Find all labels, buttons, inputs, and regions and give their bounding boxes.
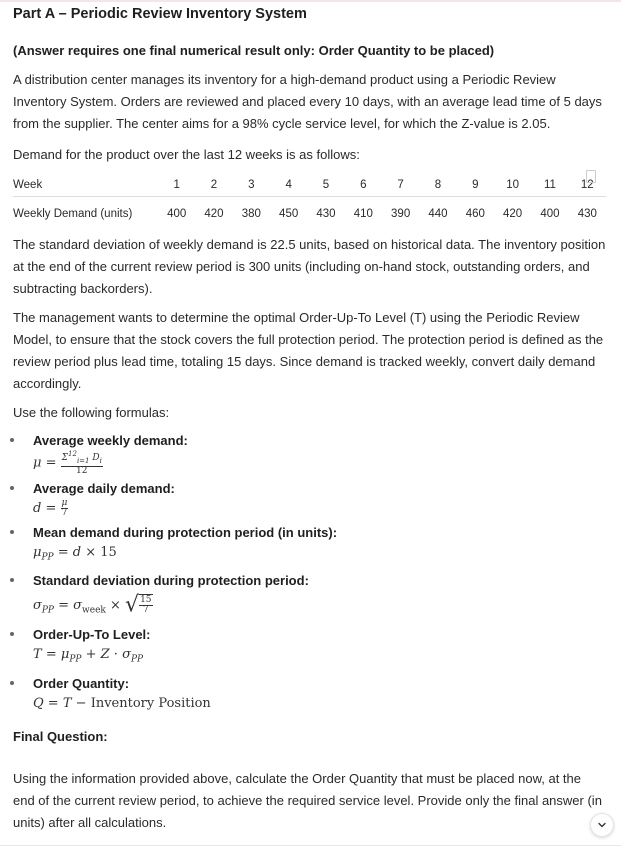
week-cell: 3 xyxy=(233,173,270,197)
bottom-border xyxy=(0,845,621,846)
intro-paragraph: A distribution center manages its inventory for a high-demand product using a Periodic Review Inventory System. Orders are reviewed and placed every 10 days, with an average lead time of 5 days from the supplier. The center aims for a 98% cycle service level, for which the Z-value is 2.05. xyxy=(13,72,602,131)
demand-header: Weekly Demand (units) xyxy=(13,207,133,220)
demand-cell: 430 xyxy=(316,207,336,220)
square-root: √ $\frac{15}{7}$ xyxy=(125,592,152,618)
demand-cell: 440 xyxy=(428,207,448,220)
fraction: $\frac{\Sigma^{12}_{i=1} D_i}{12}$ xyxy=(61,450,102,476)
final-question-label: Final Question: xyxy=(13,728,108,744)
formula-order-up-to: $T = \mu_{PP} + Z \cdot \sigma_{PP}$ xyxy=(33,646,144,665)
document-content xyxy=(13,4,606,834)
week-cell: 9 xyxy=(457,173,494,197)
demand-cell: 390 xyxy=(391,207,411,220)
list-item xyxy=(13,523,606,569)
demand-cell: 420 xyxy=(503,207,523,220)
demand-cell: 400 xyxy=(167,207,187,220)
week-cell: 10 xyxy=(494,173,531,197)
week-cell: 2 xyxy=(195,173,232,197)
demand-cell: 400 xyxy=(540,207,560,220)
formula-average-weekly: μ = $\frac{\Sigma^{12}_{i=1} D_i}{12}$ xyxy=(33,450,102,476)
week-cell: 4 xyxy=(270,173,307,197)
week-cell: 7 xyxy=(382,173,419,197)
week-cell: 8 xyxy=(419,173,456,197)
demand-cell: 410 xyxy=(353,207,373,220)
list-item xyxy=(13,431,606,476)
week-cell: 11 xyxy=(531,173,568,197)
bullet-icon xyxy=(10,530,14,534)
final-question-text: Using the information provided above, calculate the Order Quantity that must be placed now, at the end of the current review period, to achieve the required service level. Provide only the final answer (in units) after all calculations. xyxy=(13,770,602,830)
bullet-icon xyxy=(10,632,14,636)
formula-list xyxy=(13,431,606,715)
bullet-icon xyxy=(10,486,14,490)
table-row xyxy=(13,197,606,231)
bullet-icon xyxy=(10,438,14,442)
bullet-icon xyxy=(10,681,14,685)
management-paragraph: The management wants to determine the optimal Order-Up-To Level (T) using the Periodic Review Model, to ensure that the stock covers the full protection period. The protection period is defined as the review period plus lead time, totaling 15 days. Since demand is tracked weekly, convert daily demand accordingly. xyxy=(13,310,604,391)
formula-label: Standard deviation during protection period: xyxy=(33,573,309,589)
formula-label: Mean demand during protection period (in units): xyxy=(33,524,338,540)
demand-cell: 430 xyxy=(577,207,597,220)
formula-mean-pp: $\mu_{PP} = d \times 15$ xyxy=(33,544,117,563)
top-border xyxy=(0,0,621,2)
table-expand-icon[interactable] xyxy=(586,170,596,183)
stdev-paragraph: The standard deviation of weekly demand is 22.5 units, based on historical data. The inventory position at the end of the current review period is 300 units (including on-hand stock, outstanding orders, and subtracting backorders). xyxy=(13,237,606,296)
fraction: $\frac{\mu}{7}$ xyxy=(61,497,68,518)
list-item xyxy=(13,625,606,671)
demand-cell: 420 xyxy=(204,207,224,220)
week-cell: 5 xyxy=(307,173,344,197)
formula-label: Average daily demand: xyxy=(33,480,175,496)
week-header: Week xyxy=(13,173,158,197)
scroll-down-button[interactable] xyxy=(590,813,614,837)
demand-cell: 380 xyxy=(241,207,261,220)
formula-label: Order-Up-To Level: xyxy=(33,626,151,642)
demand-intro: Demand for the product over the last 12 weeks is as follows: xyxy=(13,147,360,162)
demand-cell: 460 xyxy=(465,207,485,220)
table-header-row xyxy=(13,173,606,197)
formula-label: Average weekly demand: xyxy=(33,433,188,448)
page-title: Part A – Periodic Review Inventory System xyxy=(13,6,307,22)
demand-table xyxy=(13,173,606,230)
list-item xyxy=(13,479,606,520)
list-item xyxy=(13,674,606,715)
formula-label: Order Quantity: xyxy=(33,675,130,691)
demand-cell: 450 xyxy=(279,207,299,220)
formula-order-quantity: Q = T − Inventory Position xyxy=(33,695,211,711)
formula-stdev-pp: $\sigma_{PP} = \sigma_{week}$ × √ $\frac{15}{7}$ xyxy=(33,592,152,618)
subtitle: (Answer requires one final numerical result only: Order Quantity to be placed) xyxy=(13,43,495,58)
week-cell: 1 xyxy=(158,173,195,197)
week-cell: 6 xyxy=(345,173,382,197)
chevron-down-icon xyxy=(597,820,607,830)
bullet-icon xyxy=(10,578,14,582)
week-cell: 12 xyxy=(569,173,606,197)
list-item xyxy=(13,571,606,622)
formula-average-daily: d = $\frac{\mu}{7}$ xyxy=(33,497,68,518)
formulas-intro: Use the following formulas: xyxy=(13,405,170,420)
